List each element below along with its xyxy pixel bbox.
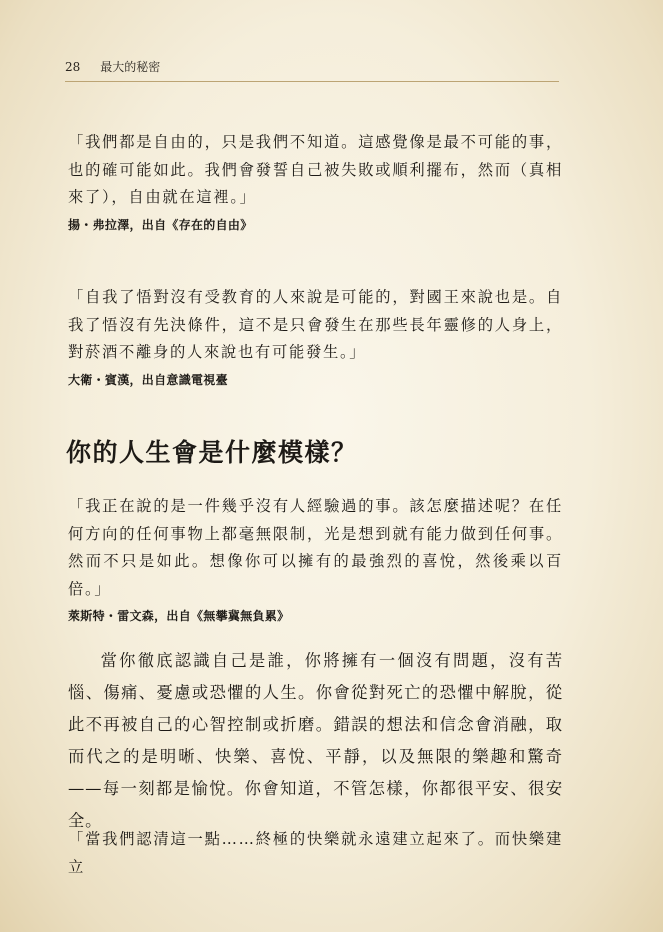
section-heading: 你的人生會是什麼模樣？: [66, 438, 358, 467]
quote-block-2: [68, 284, 563, 388]
quote-attribution: 大衛・賓漢，出自意識電視臺: [68, 372, 228, 387]
running-header: [65, 58, 559, 75]
quote-text: 「我正在說的是一件幾乎沒有人經驗過的事。該怎麼描述呢？在任何方向的任何事物上都毫無限制，光是想到就有能力做到任何事。然而不只是如此。想像你可以擁有的最強烈的喜悅，然後乘以百倍。」: [68, 497, 563, 598]
body-paragraph-block: [68, 645, 563, 837]
quote-block-4: [68, 826, 563, 881]
quote-attribution: 萊斯特・雷文森，出自《無攀冀無負累》: [68, 609, 290, 623]
quote-text: 「自我了悟對沒有受教育的人來說是可能的，對國王來說也是。自我了悟沒有先決條件，這不是只會發生在那些長年靈修的人身上，對菸酒不離身的人來說也有可能發生。」: [68, 288, 563, 361]
quote-text: 「當我們認清這一點……終極的快樂就永遠建立起來了。而快樂建立: [68, 830, 563, 876]
quote-block-1: [68, 129, 563, 233]
header-rule: [65, 81, 559, 82]
book-title: 最大的秘密: [100, 60, 161, 74]
quote-text: 「我們都是自由的，只是我們不知道。這感覺像是最不可能的事，也的確可能如此。我們會發誓自己被失敗或順利擺布，然而（真相來了），自由就在這裡。」: [68, 133, 563, 206]
quote-attribution: 揚・弗拉澤，出自《存在的自由》: [68, 217, 253, 232]
page-number: 28: [65, 60, 81, 74]
body-paragraph: 當你徹底認識自己是誰，你將擁有一個沒有問題，沒有苦惱、傷痛、憂慮或恐懼的人生。你會從對死亡的恐懼中解脫，從此不再被自己的心智控制或折磨。錯誤的想法和信念會消融，取而代之的是明晰、快樂、喜悅、平靜，以及無限的樂趣和驚奇——每一刻都是愉悅。你會知道，不管怎樣，你都很平安、很安全。: [68, 651, 563, 830]
quote-block-3: [68, 493, 563, 624]
